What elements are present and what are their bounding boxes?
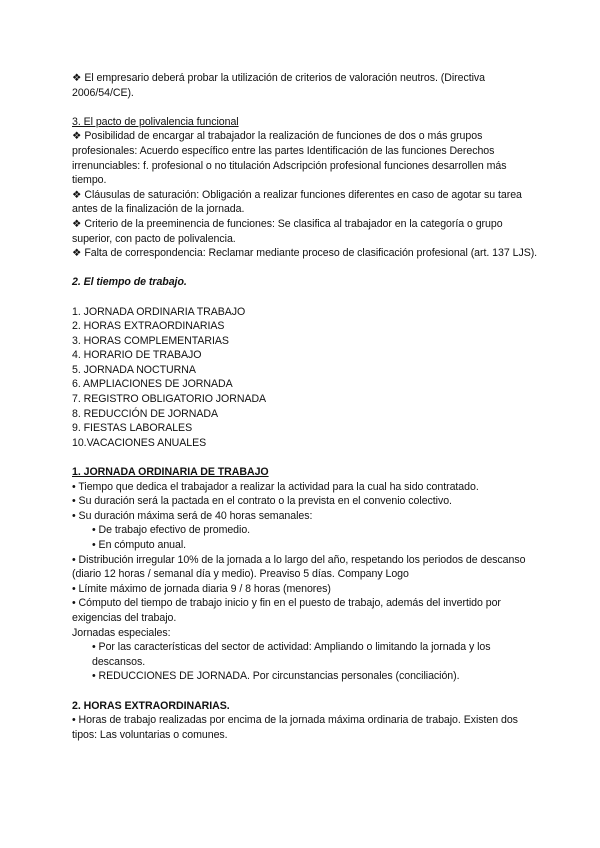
jornada-heading: 1. JORNADA ORDINARIA DE TRABAJO xyxy=(72,466,269,479)
polivalencia-item: ❖ Criterio de la preeminencia de funciones: Se clasifica al trabajador en la categoría o grupo superior, con pacto de polivalencia. xyxy=(72,217,503,245)
list-item: 5. JORNADA NOCTURNA xyxy=(72,363,196,376)
tiempo-index-list xyxy=(72,305,542,451)
list-item: 2. HORAS EXTRAORDINARIAS xyxy=(72,320,225,333)
list-item: 9. FIESTAS LABORALES xyxy=(72,422,193,435)
polivalencia-item: ❖ Cláusulas de saturación: Obligación a realizar funciones diferentes en caso de agotar su tarea antes de la finalización de la jornada. xyxy=(72,188,522,216)
document-page xyxy=(72,71,542,742)
jornada-bullet: • Su duración máxima será de 40 horas semanales: xyxy=(72,509,313,522)
list-item: 1. JORNADA ORDINARIA TRABAJO xyxy=(72,305,246,318)
polivalencia-item: ❖ Falta de correspondencia: Reclamar mediante proceso de clasificación profesional (art. 137 LJS). xyxy=(72,247,538,260)
list-item: 10.VACACIONES ANUALES xyxy=(72,436,207,449)
list-item: 4. HORARIO DE TRABAJO xyxy=(72,349,202,362)
list-item: 8. REDUCCIÓN DE JORNADA xyxy=(72,407,219,420)
jornadas-especiales-label: Jornadas especiales: xyxy=(72,626,171,639)
polivalencia-heading: 3. El pacto de polivalencia funcional xyxy=(72,115,239,128)
directiva-paragraph: ❖ El empresario deberá probar la utilización de criterios de valoración neutros. (Directiva 2006/54/CE). xyxy=(72,72,485,99)
jornada-sub-bullet: • De trabajo efectivo de promedio. xyxy=(92,524,251,537)
horas-extra-bullet: • Horas de trabajo realizadas por encima de la jornada máxima ordinaria de trabajo. Existen dos tipos: Las voluntarias o comunes. xyxy=(72,714,518,741)
list-item: 6. AMPLIACIONES DE JORNADA xyxy=(72,378,233,391)
list-item: 3. HORAS COMPLEMENTARIAS xyxy=(72,334,229,347)
tiempo-heading: 2. El tiempo de trabajo. xyxy=(72,276,187,289)
especiales-bullet: • Por las características del sector de actividad: Ampliando o limitando la jornada y los descansos. xyxy=(92,641,491,668)
jornada-bullet: • Cómputo del tiempo de trabajo inicio y fin en el puesto de trabajo, además del invertido por exigencias del trabajo. xyxy=(72,597,501,624)
jornada-bullet: • Su duración será la pactada en el contrato o la prevista en el convenio colectivo. xyxy=(72,495,452,508)
horas-extra-heading: 2. HORAS EXTRAORDINARIAS. xyxy=(72,699,230,712)
polivalencia-item: ❖ Posibilidad de encargar al trabajador la realización de funciones de dos o más grupos profesionales: Acuerdo específico entre las partes Identificación de las funciones Derechos irrenunciables: f. profesional o no titulación Adscripción profesional funciones desarrollen más tiempo. xyxy=(72,130,507,187)
jornada-sub-bullet: • En cómputo anual. xyxy=(92,539,187,551)
list-item: 7. REGISTRO OBLIGATORIO JORNADA xyxy=(72,393,267,406)
jornada-bullet: • Tiempo que dedica el trabajador a realizar la actividad para la cual ha sido contratado. xyxy=(72,480,479,493)
jornada-bullet: • Distribución irregular 10% de la jornada a lo largo del año, respetando los periodos de descanso (diario 12 horas / semanal día y medio). Preaviso 5 días. Company Logo xyxy=(72,553,526,581)
jornada-bullet: • Límite máximo de jornada diaria 9 / 8 horas (menores) xyxy=(72,582,331,595)
especiales-bullet: • REDUCCIONES DE JORNADA. Por circunstancias personales (conciliación). xyxy=(92,670,460,683)
